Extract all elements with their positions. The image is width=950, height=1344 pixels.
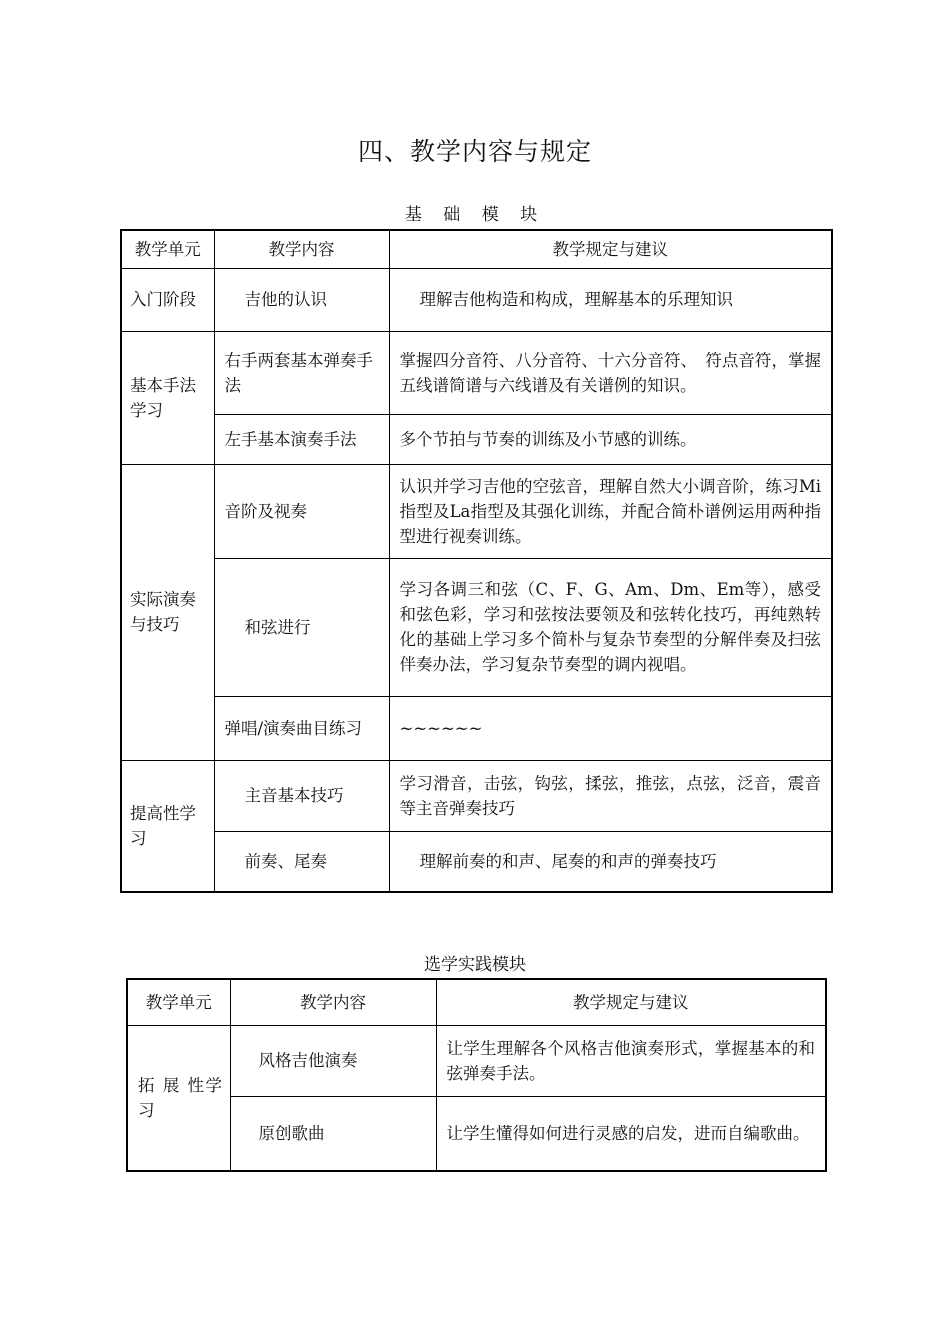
table-row [121,696,832,760]
header-unit: 教学单元 [127,979,230,1025]
content-cell: 吉他的认识 [214,268,389,331]
content-cell: 右手两套基本弹奏手法 [214,331,389,414]
page-title: 四、教学内容与规定 [357,137,592,166]
table-row [121,268,832,331]
table-row [121,760,832,831]
table-header-row [121,230,832,268]
basic-module-caption: 基 础 模 块 [404,205,546,225]
unit-cell: 提高性学习 [121,760,214,892]
advice-cell: 多个节拍与节奏的训练及小节感的训练。 [389,414,832,464]
header-advice: 教学规定与建议 [389,230,832,268]
advice-cell: ~~~~~~ [389,696,832,760]
content-cell: 音阶及视奏 [214,464,389,558]
advice-cell: 学习各调三和弦（C、F、G、Am、Dm、Em等），感受和弦色彩，学习和弦按法要领及和弦转化技巧，再纯熟转化的基础上学习多个简朴与复杂节奏型的分解伴奏及扫弦伴奏办法，学习复杂节奏型的调内视唱。 [389,558,832,696]
content-cell: 左手基本演奏手法 [214,414,389,464]
table-row [121,414,832,464]
advice-cell: 掌握四分音符、八分音符、十六分音符、 符点音符，掌握五线谱简谱与六线谱及有关谱例的知识。 [389,331,832,414]
table-header-row [127,979,826,1025]
unit-label: 拓 展 性学习 [138,1075,222,1120]
content-cell: 主音基本技巧 [214,760,389,831]
content-cell: 风格吉他演奏 [230,1025,436,1096]
advice-cell: 让学生理解各个风格吉他演奏形式，掌握基本的和弦弹奏手法。 [436,1025,826,1096]
content-cell: 前奏、尾奏 [214,831,389,892]
content-cell: 和弦进行 [214,558,389,696]
advice-cell: 让学生懂得如何进行灵感的启发，进而自编歌曲。 [436,1096,826,1171]
elective-module-caption: 选学实践模块 [424,955,526,975]
advice-cell: 理解吉他构造和构成，理解基本的乐理知识 [389,268,832,331]
unit-cell: 入门阶段 [121,268,214,331]
elective-module-table [126,978,827,1172]
header-content: 教学内容 [230,979,436,1025]
advice-cell: 认识并学习吉他的空弦音，理解自然大小调音阶，练习Mi指型及La指型及其强化训练，并配合简朴谱例运用两种指型进行视奏训练。 [389,464,832,558]
table-row [121,331,832,414]
table-row [121,831,832,892]
unit-cell: 实际演奏与技巧 [121,464,214,760]
unit-cell [127,1025,230,1171]
table-row [121,464,832,558]
table-row [127,1025,826,1096]
content-cell: 弹唱/演奏曲目练习 [214,696,389,760]
basic-module-table [120,229,833,893]
header-unit: 教学单元 [121,230,214,268]
table-row [127,1096,826,1171]
header-advice: 教学规定与建议 [436,979,826,1025]
header-content: 教学内容 [214,230,389,268]
unit-cell: 基本手法学习 [121,331,214,464]
advice-cell: 学习滑音，击弦，钩弦，揉弦，推弦，点弦，泛音，震音等主音弹奏技巧 [389,760,832,831]
advice-cell: 理解前奏的和声、尾奏的和声的弹奏技巧 [389,831,832,892]
table-row [121,558,832,696]
content-cell: 原创歌曲 [230,1096,436,1171]
